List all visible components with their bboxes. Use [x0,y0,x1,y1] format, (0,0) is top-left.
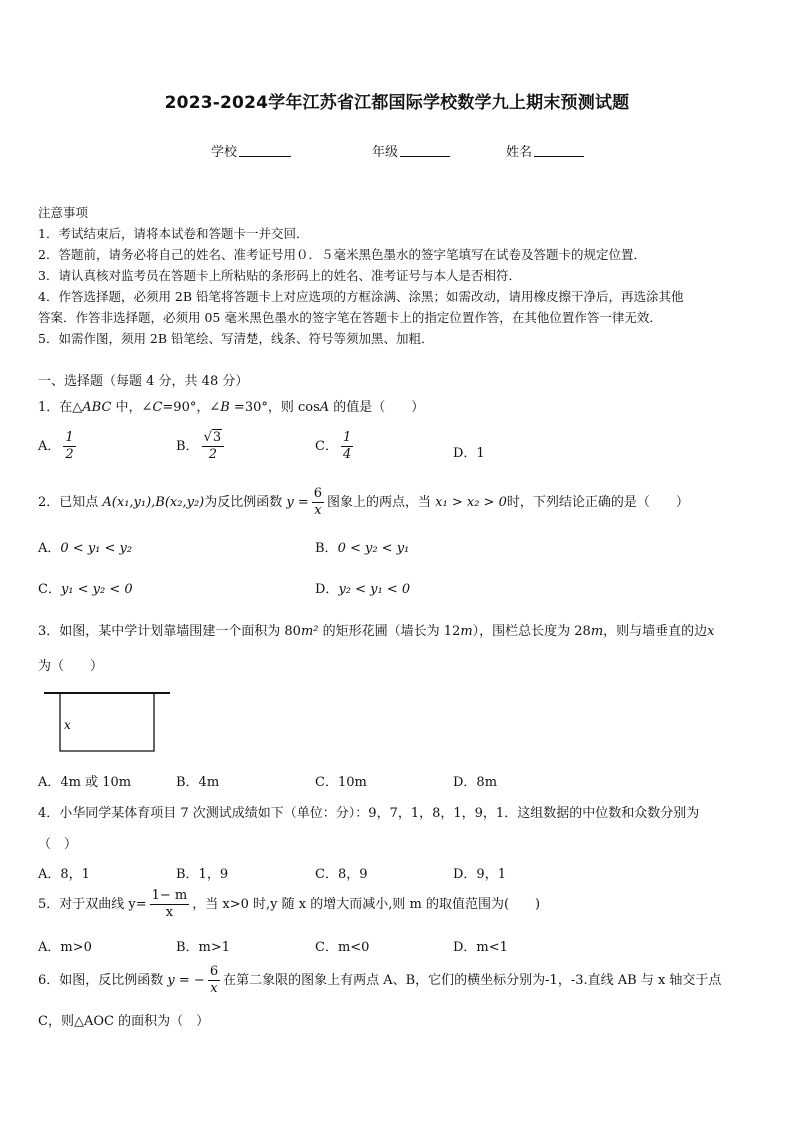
question-1-stem [38,396,424,415]
option-letter: A． [38,541,61,556]
numerator: 6 [209,964,219,979]
q2-text: 时，下列结论正确的是（ ） [506,495,689,510]
q1-text: 1．在△ [38,400,83,415]
q1-text: ABC [82,400,112,415]
denominator: x [165,905,174,920]
fraction [202,430,225,463]
question-4-stem-line2: （ ） [38,837,78,852]
question-5-stem [38,888,540,921]
q5-text: ，当 x>0 时,y 随 x 的增大而减小,则 m 的取值范围为( ) [192,897,541,912]
q3-text: 3．如图，某中学计划靠墙围建一个面积为 80 [38,624,301,639]
q4-option-a[interactable]: A．8，1 [38,867,90,882]
note-item: 3．请认真核对监考员在答题卡上所粘贴的条形码上的姓名、准考证号与本人是否相符． [38,268,521,283]
q2-text: 2．已知点 [38,495,103,510]
q3-text: m [590,624,604,639]
q1-text: =90°，∠ [162,400,221,415]
denominator: 2 [65,447,74,462]
note-item: 2．答题前，请务必将自己的姓名、准考证号用０．５毫米黑色墨水的签字笔填写在试卷及答题卡的规定位置． [38,247,646,262]
q5-option-d[interactable]: D．m<1 [453,940,508,955]
question-3-stem-line2: 为（ ） [38,659,104,674]
q1-text: A [319,400,330,415]
notes-heading: 注意事项 [38,205,89,220]
q3-option-b[interactable]: B．4m [176,775,220,790]
numerator: √3 [202,430,225,447]
sqrt-radicand: 3 [212,430,222,445]
option-value: 0 < y₂ < y₁ [337,541,410,556]
fraction [208,964,220,997]
name-blank[interactable] [534,144,584,157]
q2-text: 图象上的两点，当 [327,495,436,510]
denominator: 4 [342,447,352,462]
option-letter: A． [38,439,61,454]
q5-option-b[interactable]: B．m>1 [176,940,231,955]
denominator: 2 [208,447,217,462]
q2-option-c[interactable] [38,578,133,597]
q1-text: 中，∠ [111,400,153,415]
numerator: 1− m [151,888,188,903]
q3-garden-figure [44,688,172,754]
q1-text: =30°，则 cos [229,400,320,415]
q6-text: 6．如图，反比例函数 [38,973,168,988]
figure-label-x: x [64,718,71,732]
numerator: 1 [342,430,352,445]
option-letter: C． [315,439,338,454]
q3-option-d[interactable]: D．8m [453,775,498,790]
option-letter: D． [315,582,339,597]
school-blank[interactable] [239,144,291,157]
question-6-stem-line2: C，则△AOC 的面积为（ ） [38,1014,210,1029]
q2-text: x₁ > x₂ > 0 [435,495,507,510]
fence-outline [60,693,154,751]
numerator: 1 [65,430,74,445]
question-3-stem [38,620,715,639]
q1-option-a[interactable] [38,430,79,463]
q5-option-a[interactable]: A．m>0 [38,940,92,955]
q1-option-d[interactable]: D．1 [453,446,485,461]
q3-text: x [707,624,715,639]
numerator: 6 [313,486,323,501]
option-letter: C． [38,582,61,597]
grade-label: 年级 [372,145,399,160]
q2-text: A(x₁,y₁),B(x₂,y₂) [102,495,205,510]
q6-text: y = − [167,973,205,988]
q3-text: m² [300,624,319,639]
q1-text: C [152,400,163,415]
page-title: 2023-2024学年江苏省江都国际学校数学九上期末预测试题 [164,93,630,113]
fraction [312,486,324,519]
fraction [63,430,75,463]
q1-option-b[interactable] [176,430,227,463]
option-letter: B． [176,439,199,454]
option-letter: B． [315,541,338,556]
note-item: 答案．作答非选择题，必须用 05 毫米黑色墨水的签字笔在答题卡上的指定位置作答，在其他位置作答一律无效． [38,310,662,325]
q1-text: 的值是（ ） [329,400,425,415]
grade-blank[interactable] [400,144,450,157]
school-field [211,141,291,160]
fraction [341,430,353,463]
q3-text: ），围栏总长度为 28 [472,624,591,639]
note-item: 1．考试结束后，请将本试卷和答题卡一并交回． [38,226,309,241]
q1-option-c[interactable] [315,430,356,463]
question-6-stem [38,964,721,997]
q2-option-d[interactable] [315,578,410,597]
denominator: x [314,503,322,518]
school-label: 学校 [211,145,238,160]
q4-option-b[interactable]: B．1，9 [176,867,229,882]
question-2-stem [38,486,689,519]
name-field [506,141,584,160]
q6-text: 在第二象限的图象上有两点 A、B，它们的横坐标分别为-1，-3.直线 AB 与 x 轴交于点 [223,973,722,988]
q3-option-c[interactable]: C．10m [315,775,367,790]
name-label: 姓名 [506,145,533,160]
option-value: y₁ < y₂ < 0 [60,582,133,597]
q3-text: ，则与墙垂直的边 [603,624,708,639]
q3-text: m [460,624,473,639]
fraction [150,888,190,921]
section-heading: 一、选择题（每题 4 分，共 48 分） [38,374,249,389]
question-4-stem: 4．小华同学某体育项目 7 次测试成绩如下（单位：分）：9，7，1，8，1，9，1．这组数据的中位数和众数分别为 [38,806,700,821]
q3-text: 的矩形花圃（墙长为 12 [318,624,461,639]
q3-option-a[interactable]: A．4m 或 10m [38,775,132,790]
denominator: x [210,981,218,996]
q1-text: B [220,400,230,415]
q4-option-d[interactable]: D．9，1 [453,867,506,882]
grade-field [372,141,450,160]
option-value: 0 < y₁ < y₂ [60,541,133,556]
note-item: 4．作答选择题，必须用 2B 铅笔将答题卡上对应选项的方框涂满、涂黑；如需改动，请用橡皮擦干净后，再选涂其他 [38,289,684,304]
q2-option-a[interactable] [38,537,132,556]
q2-text: 为反比例函数 [204,495,287,510]
q2-text: y = [286,495,309,510]
q5-text: 5．对于双曲线 y= [38,897,147,912]
option-value: y₂ < y₁ < 0 [338,582,411,597]
q2-option-b[interactable] [315,537,409,556]
q4-option-c[interactable]: C．8，9 [315,867,368,882]
q5-option-c[interactable]: C．m<0 [315,940,370,955]
note-item: 5．如需作图，须用 2B 铅笔绘、写清楚，线条、符号等须加黑、加粗． [38,331,434,346]
